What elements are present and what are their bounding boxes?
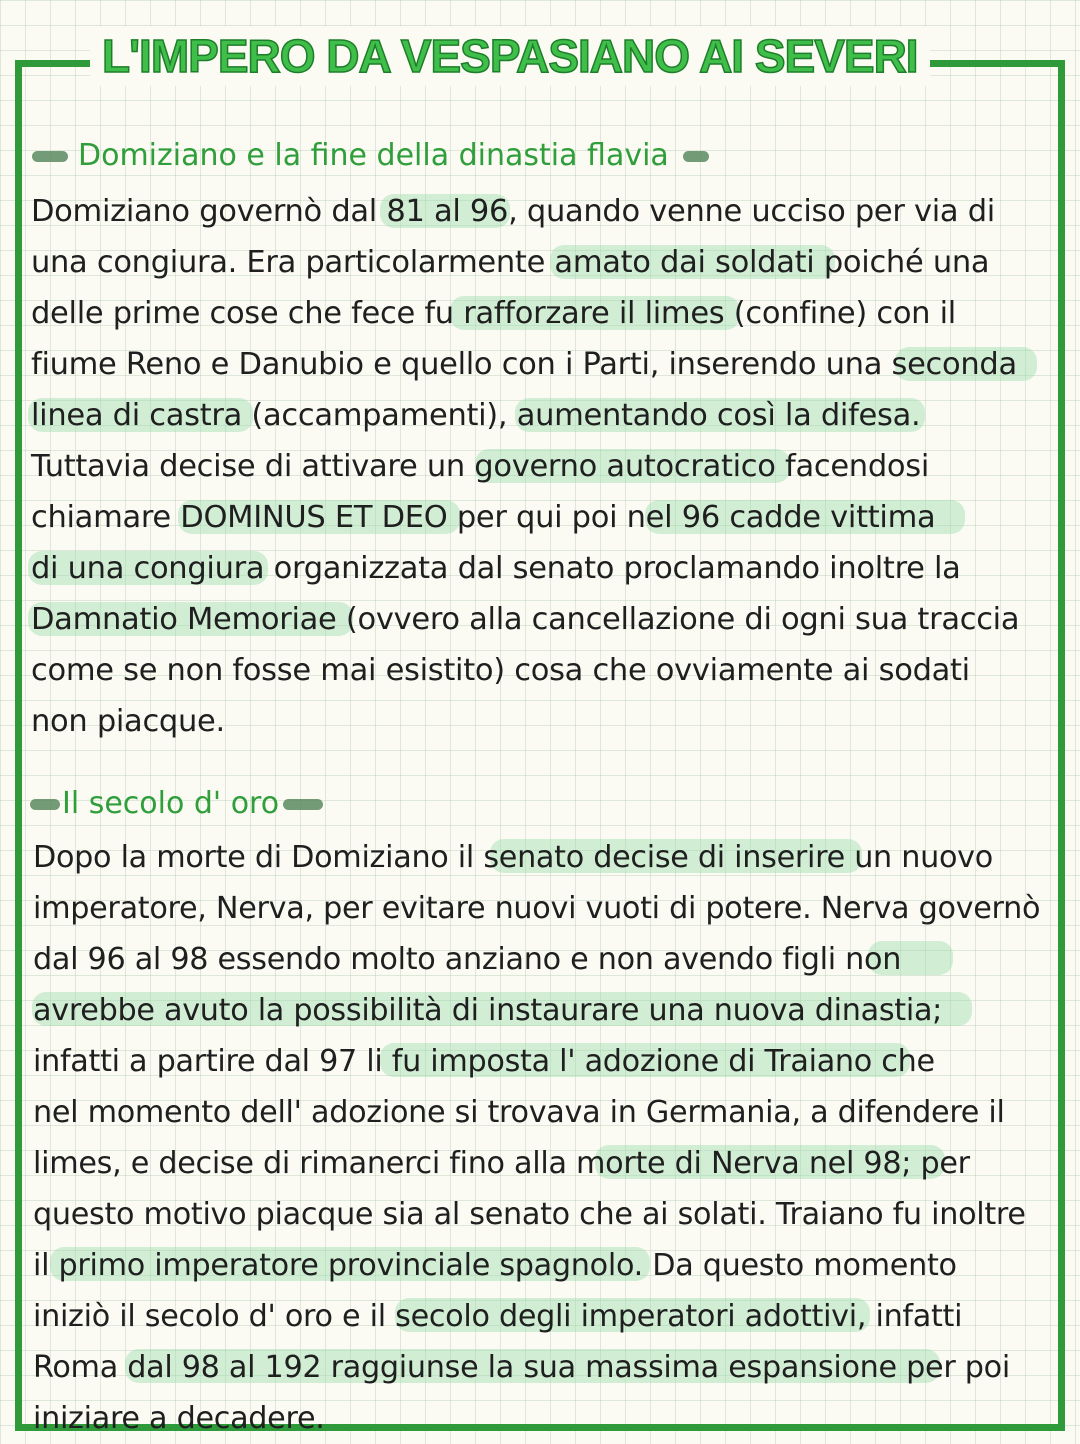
text-line: chiamare DOMINUS ET DEO per qui poi nel 96 cadde vittima [31, 500, 936, 535]
heading-dash [683, 151, 709, 162]
text-line: Roma dal 98 al 192 raggiunse la sua massima espansione per poi [33, 1350, 1010, 1385]
text-line: questo motivo piacque sia al senato che ai solati. Traiano fu inoltre [33, 1197, 1026, 1232]
text-line: come se non fosse mai esistito) cosa che ovviamente ai sodati [31, 653, 970, 688]
heading-dash [283, 799, 323, 810]
text-line: linea di castra (accampamenti), aumentando così la difesa. [31, 398, 921, 433]
section-heading-domiziano [32, 136, 709, 176]
text-line: fiume Reno e Danubio e quello con i Parti, inserendo una seconda [31, 347, 1017, 382]
heading-dash [32, 151, 68, 162]
paragraph-secolo-oro [33, 832, 1049, 1444]
text-line: nel momento dell' adozione si trovava in Germania, a difendere il [33, 1095, 1005, 1130]
text-line: infatti a partire dal 97 li fu imposta l' adozione di Traiano che [33, 1044, 935, 1079]
section-heading-text: Il secolo d' oro [62, 786, 280, 821]
paragraph-domiziano [31, 186, 1019, 747]
page-title: L'IMPERO DA VESPASIANO AI SEVERI [90, 26, 930, 86]
text-line: dal 96 al 98 essendo molto anziano e non avendo figli non [33, 942, 902, 977]
section-heading-text: Domiziano e la fine della dinastia flavia [78, 138, 669, 173]
section-heading-secolo-oro [30, 784, 323, 824]
text-line: una congiura. Era particolarmente amato dai soldati poiché una [31, 245, 990, 280]
text-line: di una congiura organizzata dal senato proclamando inoltre la [31, 551, 961, 586]
heading-dash [30, 799, 60, 810]
text-line: Domiziano governò dal 81 al 96, quando venne ucciso per via di [31, 194, 995, 229]
text-line: il primo imperatore provinciale spagnolo. Da questo momento [33, 1248, 957, 1283]
text-line: limes, e decise di rimanerci fino alla morte di Nerva nel 98; per [33, 1146, 970, 1181]
text-line: non piacque. [31, 704, 225, 739]
text-line: iniziare a decadere. [33, 1401, 325, 1436]
text-line: Damnatio Memoriae (ovvero alla cancellazione di ogni sua traccia [31, 602, 1020, 637]
text-line: iniziò il secolo d' oro e il secolo degli imperatori adottivi, infatti [33, 1299, 963, 1334]
text-line: imperatore, Nerva, per evitare nuovi vuoti di potere. Nerva governò [33, 891, 1041, 926]
text-line: Tuttavia decise di attivare un governo autocratico facendosi [31, 449, 929, 484]
text-line: avrebbe avuto la possibilità di instaurare una nuova dinastia; [33, 993, 943, 1028]
text-line: Dopo la morte di Domiziano il senato decise di inserire un nuovo [33, 840, 993, 875]
text-line: delle prime cose che fece fu rafforzare il limes (confine) con il [31, 296, 956, 331]
